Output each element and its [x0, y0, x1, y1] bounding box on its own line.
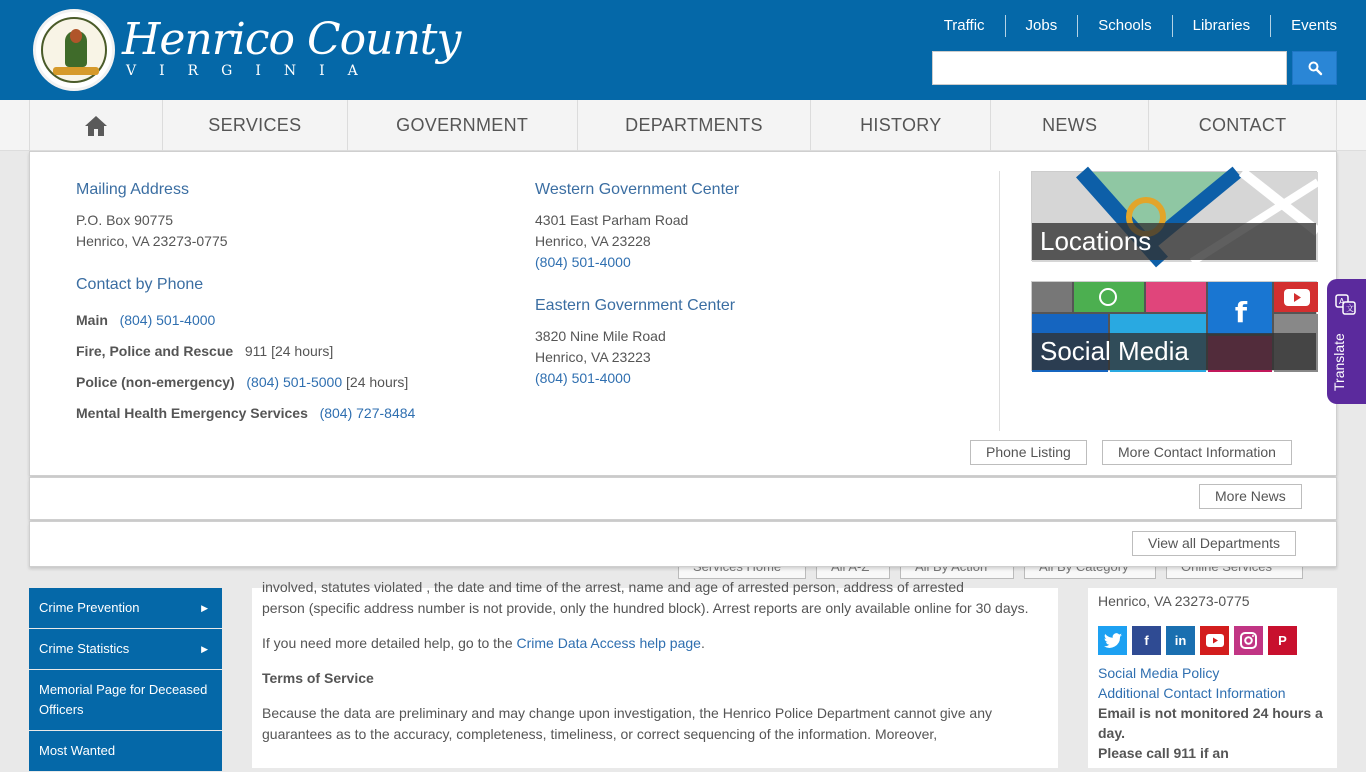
site-header: [0, 0, 1366, 100]
address-line: Henrico, VA 23273-0775: [1098, 593, 1250, 609]
utility-links: [924, 14, 1337, 38]
nav-government[interactable]: GOVERNMENT: [348, 100, 578, 151]
nav-home[interactable]: [30, 100, 163, 151]
western-phone-link[interactable]: (804) 501-4000: [535, 254, 631, 270]
departments-dropdown-panel: [29, 521, 1337, 567]
sidebar-item-crime-prevention[interactable]: [29, 588, 222, 629]
translate-label: Translate: [1331, 333, 1347, 391]
brand-title[interactable]: Henrico County: [122, 14, 461, 65]
phone-label: Main: [76, 312, 108, 328]
facebook-icon[interactable]: f: [1132, 626, 1161, 655]
help-suffix: .: [700, 635, 705, 651]
sidebar-item-label: Crime Statistics: [39, 641, 130, 656]
mailing-address-heading: Mailing Address: [76, 181, 189, 198]
phone-row-mental-health: [76, 403, 415, 424]
phone-row-main: [76, 310, 415, 331]
western-center-block: [535, 180, 739, 273]
body-text-partial: involved, statutes violated , the date and time of the arrest, name and age of arrested person, address of arrested: [262, 579, 964, 595]
terms-body: Because the data are preliminary and may change upon investigation, the Henrico Police Department cannot give any guarantees as to the accuracy, completeness, timeliness, or correct sequencing of the information. Moreover,: [262, 705, 992, 742]
phone-number-link[interactable]: (804) 501-4000: [119, 312, 216, 328]
nav-departments[interactable]: DEPARTMENTS: [578, 100, 812, 151]
locations-label: Locations: [1032, 223, 1316, 260]
eastern-center-block: [535, 296, 735, 389]
email-note: Email is not monitored 24 hours a day.: [1098, 705, 1323, 741]
eastern-line1: 3820 Nine Mile Road: [535, 328, 666, 344]
pinterest-icon[interactable]: P: [1268, 626, 1297, 655]
social-media-label: Social Media: [1032, 333, 1316, 370]
translate-icon: [1335, 294, 1357, 316]
contact-dropdown-panel: [29, 151, 1337, 476]
mailing-line2: Henrico, VA 23273-0775: [76, 233, 228, 249]
phone-number-link[interactable]: (804) 727-8484: [319, 405, 416, 421]
more-news-button[interactable]: More News: [1199, 484, 1302, 509]
chevron-right-icon: ▶: [201, 603, 208, 613]
top-link-events[interactable]: Events: [1270, 15, 1337, 37]
youtube-icon[interactable]: [1200, 626, 1229, 655]
seal-ribbon: [53, 67, 99, 75]
seal-face: [70, 29, 82, 43]
call-911-note: Please call 911 if an: [1098, 745, 1229, 761]
mailing-address-block: [76, 180, 228, 252]
sidebar-item-label: Crime Prevention: [39, 600, 140, 615]
mailing-line1: P.O. Box 90775: [76, 212, 174, 228]
view-all-departments-button[interactable]: View all Departments: [1132, 531, 1296, 556]
sidebar-item-label: Most Wanted: [39, 743, 116, 758]
social-media-tile[interactable]: [1031, 281, 1317, 371]
instagram-icon[interactable]: [1234, 626, 1263, 655]
social-icons: [1098, 626, 1327, 655]
top-link-libraries[interactable]: Libraries: [1172, 15, 1271, 37]
western-line1: 4301 East Parham Road: [535, 212, 689, 228]
news-dropdown-panel: [29, 477, 1337, 520]
svg-text:f: f: [1234, 296, 1248, 329]
home-icon: [84, 114, 108, 138]
linkedin-icon[interactable]: in: [1166, 626, 1195, 655]
svg-text:文: 文: [1346, 304, 1354, 313]
chevron-right-icon: ▶: [201, 644, 208, 654]
search-icon: [1308, 61, 1322, 75]
nav-contact[interactable]: CONTACT: [1149, 100, 1337, 151]
search-input[interactable]: [932, 51, 1287, 85]
phone-note: [24 hours]: [346, 374, 409, 390]
eastern-phone-link[interactable]: (804) 501-4000: [535, 370, 631, 386]
twitter-icon[interactable]: [1098, 626, 1127, 655]
brand-subtitle: VIRGINIA: [126, 63, 381, 79]
eastern-line2: Henrico, VA 23223: [535, 349, 651, 365]
right-sidebar: [1088, 588, 1337, 768]
western-line2: Henrico, VA 23228: [535, 233, 651, 249]
crime-data-help-link[interactable]: Crime Data Access help page: [516, 635, 701, 651]
nav-news[interactable]: NEWS: [991, 100, 1149, 151]
body-text-arrest-reports: person (specific address number is not provide, only the hundred block). Arrest reports are only available online for 30 days.: [262, 600, 1029, 616]
top-link-traffic[interactable]: Traffic: [943, 17, 985, 34]
phone-row-fire-police-rescue: [76, 341, 415, 362]
top-link-jobs[interactable]: Jobs: [1005, 15, 1078, 37]
phone-note: [24 hours]: [271, 343, 334, 359]
column-divider: [999, 171, 1000, 431]
svg-text:A: A: [1339, 297, 1345, 306]
main-content: [252, 579, 1058, 768]
top-link-schools[interactable]: Schools: [1077, 15, 1171, 37]
search-button[interactable]: [1292, 51, 1337, 85]
body-text-help: [262, 633, 1048, 654]
contact-phone-heading: Contact by Phone: [76, 276, 204, 293]
phone-number: 911: [244, 343, 268, 359]
eastern-center-heading[interactable]: Eastern Government Center: [535, 297, 736, 314]
sidebar-item-memorial[interactable]: [29, 670, 222, 731]
county-seal-logo[interactable]: [33, 9, 115, 91]
phone-label: Police (non-emergency): [76, 374, 235, 390]
help-prefix: If you need more detailed help, go to the: [262, 635, 517, 651]
sidebar-item-most-wanted[interactable]: [29, 731, 222, 772]
western-center-heading[interactable]: Western Government Center: [535, 181, 740, 198]
phone-block: [76, 275, 415, 424]
phone-listing-button[interactable]: Phone Listing: [970, 440, 1087, 465]
phone-label: Fire, Police and Rescue: [76, 343, 234, 359]
seal-inner: [41, 17, 107, 83]
nav-history[interactable]: HISTORY: [811, 100, 991, 151]
translate-tab[interactable]: [1327, 279, 1366, 404]
additional-contact-link[interactable]: Additional Contact Information: [1098, 685, 1286, 701]
ghost-tab-online-services[interactable]: [1166, 567, 1303, 579]
sidebar-item-label: Memorial Page for Deceased Officers: [39, 682, 208, 717]
phone-label: Mental Health Emergency Services: [76, 405, 308, 421]
sidebar-item-crime-statistics[interactable]: [29, 629, 222, 670]
phone-number-link[interactable]: (804) 501-5000: [246, 374, 343, 390]
locations-tile[interactable]: [1031, 171, 1317, 261]
phone-row-police-nonemergency: [76, 372, 415, 393]
terms-heading: Terms of Service: [262, 670, 374, 686]
social-media-policy-link[interactable]: Social Media Policy: [1098, 665, 1220, 681]
main-nav: [0, 100, 1366, 151]
nav-services[interactable]: SERVICES: [163, 100, 348, 151]
more-contact-info-button[interactable]: More Contact Information: [1102, 440, 1292, 465]
left-sidebar: [29, 588, 222, 772]
